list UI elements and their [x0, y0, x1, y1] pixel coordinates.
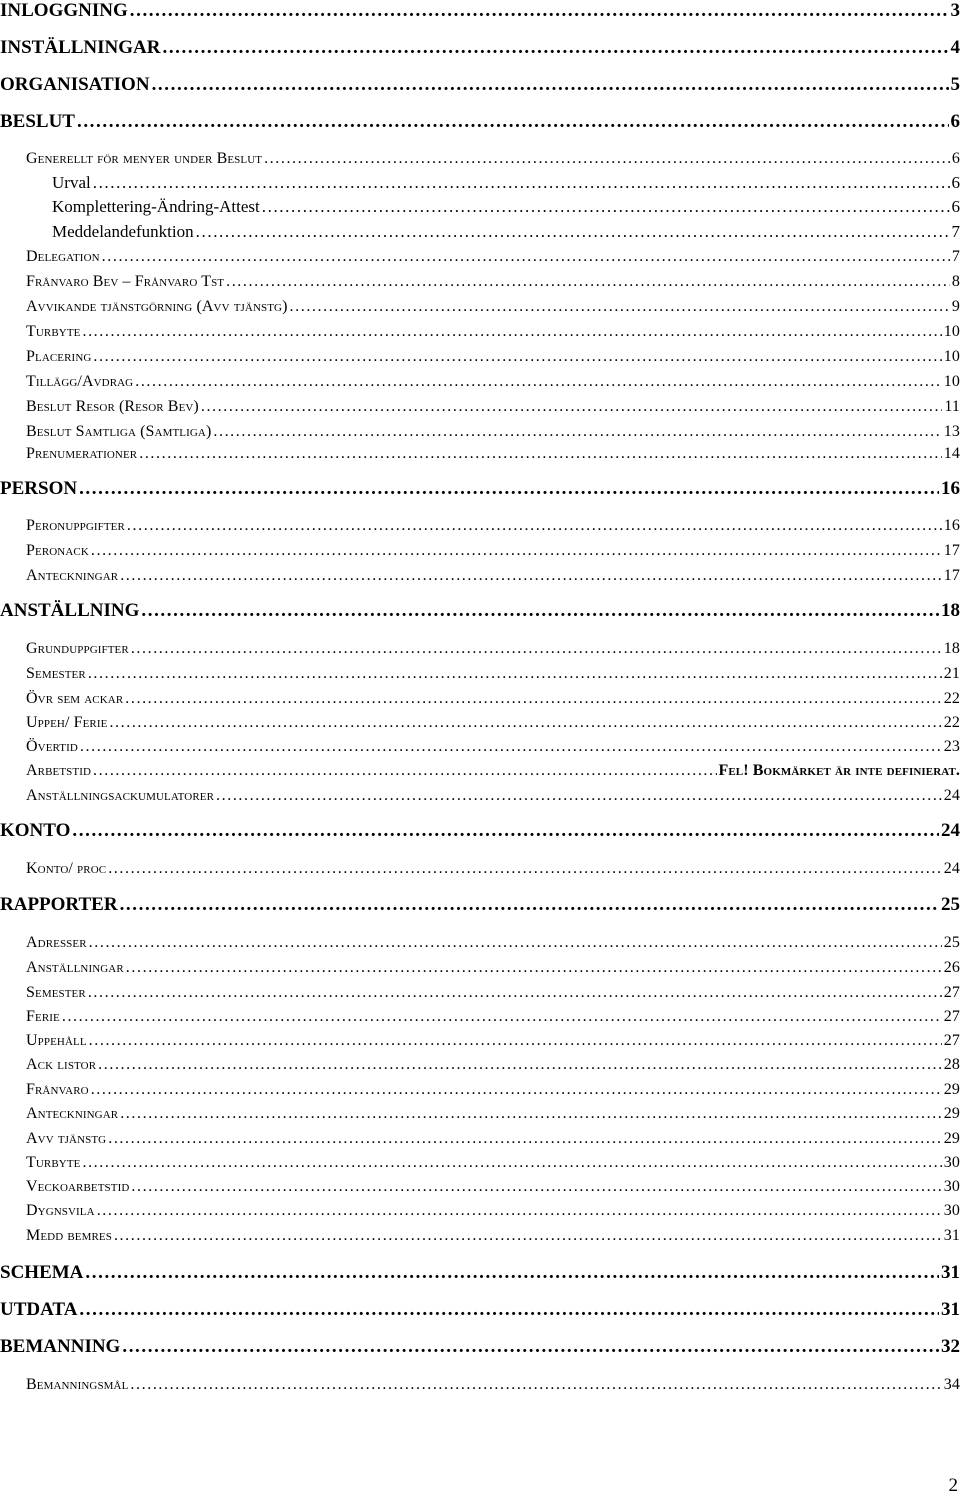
toc-subsection-entry[interactable]: [26, 858, 960, 882]
toc-entry-title: INSTÄLLNINGAR: [0, 37, 161, 58]
toc-entry-page-number: 27: [943, 1008, 960, 1025]
toc-subsection-entry[interactable]: [26, 957, 960, 981]
toc-subsection-entry[interactable]: [26, 246, 960, 270]
toc-entry-title: Anteckningar: [26, 1105, 119, 1122]
toc-entry-page-number: 22: [943, 690, 960, 707]
toc-entry-page-number: 16: [943, 517, 960, 534]
toc-subsection-entry[interactable]: [26, 540, 960, 564]
toc-entry-title: Uppehåll: [26, 1032, 87, 1049]
toc-entry-page-number: 24: [943, 860, 960, 877]
toc-subsection-entry[interactable]: [26, 663, 960, 687]
dot-leader: [131, 1176, 941, 1198]
dot-leader: [152, 74, 949, 96]
toc-subsubsection-entry[interactable]: [52, 172, 960, 196]
toc-subsection-entry[interactable]: [26, 785, 960, 809]
toc-section-entry[interactable]: [0, 894, 960, 918]
dot-leader: [98, 1054, 942, 1076]
toc-entry-title: Arbetstid: [26, 762, 92, 779]
toc-entry-title: SCHEMA: [0, 1262, 84, 1283]
toc-entry-page-number: 7: [951, 222, 960, 241]
dot-leader: [85, 1262, 939, 1284]
toc-entry-page-number: 10: [943, 323, 960, 340]
dot-leader: [226, 271, 950, 293]
toc-entry-title: UTDATA: [0, 1299, 78, 1320]
dot-leader: [79, 1299, 939, 1321]
dot-leader: [264, 148, 950, 170]
toc-entry-page-number: 31: [941, 1262, 960, 1283]
toc-entry-title: BEMANNING: [0, 1336, 121, 1357]
toc-subsection-entry[interactable]: [26, 760, 960, 784]
toc-entry-title: Övertid: [26, 738, 78, 755]
toc-subsubsection-entry[interactable]: [52, 196, 960, 220]
toc-entry-title: Veckoarbetstid: [26, 1178, 130, 1195]
toc-entry-title: PERSON: [0, 478, 78, 499]
toc-subsection-entry[interactable]: [26, 396, 960, 420]
toc-entry-title: Uppeh/ Ferie: [26, 714, 108, 731]
toc-subsection-entry[interactable]: [26, 515, 960, 539]
toc-subsection-entry[interactable]: [26, 1176, 960, 1200]
toc-entry-page-number: 22: [943, 714, 960, 731]
toc-entry-page-number: 6: [951, 150, 960, 167]
dot-leader: [126, 957, 942, 979]
dot-leader: [127, 515, 942, 537]
toc-entry-page-number: 27: [943, 1032, 960, 1049]
toc-entry-title: Komplettering-Ändring-Attest: [52, 197, 260, 216]
toc-entry-title: Anteckningar: [26, 567, 119, 584]
toc-entry-page-number: 29: [943, 1130, 960, 1147]
toc-entry-page-number: 30: [943, 1154, 960, 1171]
toc-subsection-entry[interactable]: [26, 443, 960, 467]
toc-entry-title: Ack listor: [26, 1056, 97, 1073]
dot-leader: [122, 1336, 939, 1358]
toc-entry-page-number: 31: [943, 1227, 960, 1244]
dot-leader: [201, 396, 943, 418]
dot-leader: [120, 894, 939, 916]
toc-entry-title: Meddelandefunktion: [52, 222, 194, 241]
dot-leader: [130, 0, 949, 22]
toc-entry-page-number: 10: [943, 348, 960, 365]
dot-leader: [97, 1200, 942, 1222]
toc-section-entry[interactable]: [0, 478, 960, 502]
toc-subsection-entry[interactable]: [26, 371, 960, 395]
dot-leader: [102, 246, 950, 268]
dot-leader: [109, 712, 941, 734]
toc-entry-page-number: 25: [943, 934, 960, 951]
toc-entry-title: ORGANISATION: [0, 74, 150, 95]
dot-leader: [88, 663, 942, 685]
toc-entry-title: Övr sem ackar: [26, 690, 124, 707]
toc-entry-title: Delegation: [26, 248, 100, 265]
toc-subsection-entry[interactable]: [26, 296, 960, 320]
toc-entry-title: Peronack: [26, 542, 89, 559]
toc-entry-page-number: 6: [951, 173, 960, 192]
dot-leader: [120, 1103, 942, 1125]
toc-entry-page-number: 6: [950, 111, 960, 132]
page-number: 2: [948, 1475, 958, 1496]
toc-subsection-entry[interactable]: [26, 1030, 960, 1054]
toc-subsection-entry[interactable]: [26, 932, 960, 956]
dot-leader: [62, 1006, 942, 1028]
dot-leader: [91, 1079, 942, 1101]
toc-subsection-entry[interactable]: [26, 1200, 960, 1224]
toc-entry-page-number: 14: [943, 445, 960, 462]
dot-leader: [196, 221, 950, 243]
dot-leader: [82, 321, 941, 343]
toc-section-entry[interactable]: [0, 111, 960, 135]
toc-entry-page-number: 16: [941, 478, 960, 499]
toc-entry-page-number: 30: [943, 1202, 960, 1219]
toc-entry-page-number: 34: [943, 1376, 960, 1393]
toc-entry-title: Frånvaro: [26, 1081, 89, 1098]
dot-leader: [91, 540, 942, 562]
toc-subsection-entry[interactable]: [26, 1054, 960, 1078]
toc-section-entry[interactable]: [0, 600, 960, 624]
toc-subsection-entry[interactable]: [26, 1152, 960, 1176]
toc-entry-title: Prenumerationer: [26, 445, 138, 462]
toc-subsection-entry[interactable]: [26, 1006, 960, 1030]
toc-subsection-entry[interactable]: [26, 565, 960, 589]
dot-leader: [141, 600, 939, 622]
toc-subsection-entry[interactable]: [26, 982, 960, 1006]
toc-section-entry[interactable]: [0, 0, 960, 24]
dot-leader: [72, 820, 939, 842]
toc-entry-page-number: 10: [943, 373, 960, 390]
dot-leader: [80, 736, 942, 758]
toc-entry-title: Urval: [52, 173, 91, 192]
toc-entry-page-number: 28: [943, 1056, 960, 1073]
toc-entry-title: Dygnsvila: [26, 1202, 95, 1219]
toc-entry-page-number: 23: [943, 738, 960, 755]
toc-entry-title: Semester: [26, 665, 86, 682]
toc-entry-title: Turbyte: [26, 1154, 81, 1171]
toc-entry-title: Ferie: [26, 1008, 60, 1025]
toc-entry-title: Medd bemres: [26, 1227, 112, 1244]
toc-entry-title: Anställningar: [26, 959, 124, 976]
toc-entry-page-number: 18: [941, 600, 960, 621]
toc-entry-page-number: 26: [943, 959, 960, 976]
toc-subsection-entry[interactable]: [26, 1128, 960, 1152]
toc-entry-title: KONTO: [0, 820, 71, 841]
dot-leader: [93, 346, 941, 368]
dot-leader: [89, 932, 942, 954]
toc-entry-title: Frånvaro Bev – Frånvaro Tst: [26, 273, 225, 290]
toc-subsection-entry[interactable]: [26, 1374, 960, 1398]
toc-entry-title: Semester: [26, 984, 86, 1001]
dot-leader: [139, 443, 942, 465]
dot-leader: [93, 760, 716, 782]
dot-leader: [130, 1374, 941, 1396]
toc-section-entry[interactable]: [0, 1336, 960, 1360]
dot-leader: [131, 638, 942, 660]
toc-subsection-entry[interactable]: [26, 321, 960, 345]
toc-subsection-entry[interactable]: [26, 148, 960, 172]
toc-entry-title: Anställningsackumulatorer: [26, 787, 215, 804]
toc-subsection-entry[interactable]: [26, 1225, 960, 1249]
toc-entry-page-number: 29: [943, 1105, 960, 1122]
toc-entry-page-number: 18: [943, 640, 960, 657]
toc-entry-page-number: 30: [943, 1178, 960, 1195]
dot-leader: [162, 37, 948, 59]
dot-leader: [125, 688, 942, 710]
toc-entry-page-number: 8: [951, 273, 960, 290]
toc-entry-title: Grunduppgifter: [26, 640, 129, 657]
toc-subsection-entry[interactable]: [26, 712, 960, 736]
toc-subsection-entry[interactable]: [26, 1079, 960, 1103]
dot-leader: [290, 296, 950, 318]
toc-entry-title: Bemanningsmål: [26, 1376, 129, 1393]
toc-entry-title: Beslut Resor (Resor Bev): [26, 398, 199, 415]
toc-section-entry[interactable]: [0, 74, 960, 98]
dot-leader: [108, 1128, 942, 1150]
dot-leader: [89, 1030, 942, 1052]
toc-subsection-entry[interactable]: [26, 688, 960, 712]
toc-entry-page-number: 21: [943, 665, 960, 682]
toc-subsection-entry[interactable]: [26, 421, 960, 445]
toc-entry-page-number: 13: [943, 423, 960, 440]
dot-leader: [108, 858, 942, 880]
dot-leader: [114, 1225, 942, 1247]
toc-entry-page-number: 32: [941, 1336, 960, 1357]
toc-entry-title: BESLUT: [0, 111, 75, 132]
toc-entry-title: Tillägg/Avdrag: [26, 373, 134, 390]
toc-entry-page-number: 17: [943, 567, 960, 584]
toc-entry-page-number: 17: [943, 542, 960, 559]
toc-entry-title: Konto/ proc: [26, 860, 107, 877]
toc-section-entry[interactable]: [0, 820, 960, 844]
toc-entry-page-number: 4: [950, 37, 960, 58]
toc-entry-title: Adresser: [26, 934, 87, 951]
toc-entry-title: Avv tjänstg: [26, 1130, 107, 1147]
toc-entry-title: ANSTÄLLNING: [0, 600, 140, 621]
dot-leader: [216, 785, 942, 807]
dot-leader: [213, 421, 941, 443]
toc-entry-title: INLOGGNING: [0, 0, 128, 21]
toc-entry-title: Generellt för menyer under Beslut: [26, 150, 263, 167]
toc-entry-page-number: 11: [944, 398, 960, 415]
toc-entry-title: Avvikande tjänstgörning (Avv tjänstg): [26, 298, 288, 315]
toc-subsubsection-entry[interactable]: [52, 221, 960, 245]
dot-leader: [82, 1152, 941, 1174]
dot-leader: [79, 478, 939, 500]
toc-entry-page-number: 29: [943, 1081, 960, 1098]
toc-entry-title: Turbyte: [26, 323, 81, 340]
toc-subsection-entry[interactable]: [26, 346, 960, 370]
toc-subsection-entry[interactable]: [26, 736, 960, 760]
toc-section-entry[interactable]: [0, 1262, 960, 1286]
dot-leader: [88, 982, 942, 1004]
toc-entry-page-number: 31: [941, 1299, 960, 1320]
toc-entry-page-number: 5: [950, 74, 960, 95]
dot-leader: [262, 196, 950, 218]
toc-entry-page-number: 7: [951, 248, 960, 265]
toc-entry-error: Fel! Bokmärket är inte definierat.: [718, 762, 960, 779]
dot-leader: [77, 111, 949, 133]
toc-entry-title: Peronuppgifter: [26, 517, 125, 534]
toc-section-entry[interactable]: [0, 37, 960, 61]
toc-entry-page-number: 25: [941, 894, 960, 915]
toc-entry-page-number: 9: [951, 298, 960, 315]
toc-subsection-entry[interactable]: [26, 638, 960, 662]
dot-leader: [93, 172, 950, 194]
toc-subsection-entry[interactable]: [26, 1103, 960, 1127]
toc-subsection-entry[interactable]: [26, 271, 960, 295]
toc-entry-title: Beslut Samtliga (Samtliga): [26, 423, 212, 440]
toc-entry-page-number: 6: [951, 197, 960, 216]
toc-entry-page-number: 24: [943, 787, 960, 804]
toc-entry-title: Placering: [26, 348, 92, 365]
dot-leader: [120, 565, 942, 587]
toc-entry-page-number: 3: [950, 0, 960, 21]
toc-entry-title: RAPPORTER: [0, 894, 118, 915]
toc-entry-page-number: 24: [941, 820, 960, 841]
toc-section-entry[interactable]: [0, 1299, 960, 1323]
toc-entry-page-number: 27: [943, 984, 960, 1001]
dot-leader: [135, 371, 942, 393]
